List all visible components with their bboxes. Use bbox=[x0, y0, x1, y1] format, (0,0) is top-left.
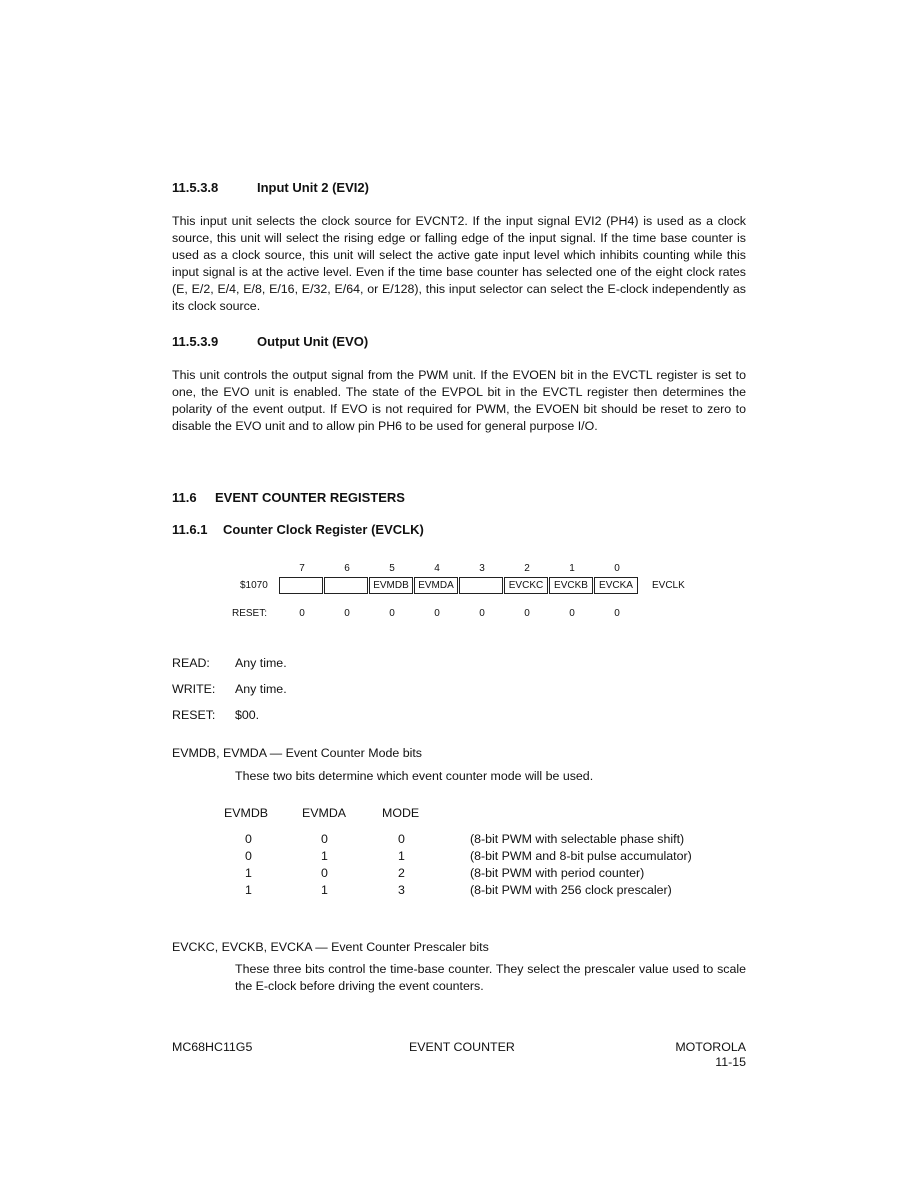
section-number-1161: 11.6.1 bbox=[172, 522, 208, 537]
mode-table-cell: 0 bbox=[321, 866, 328, 880]
mode-table-cell: 0 bbox=[245, 832, 252, 846]
mode-table-cell: (8-bit PWM with period counter) bbox=[470, 866, 645, 880]
access-value-reset: $00. bbox=[235, 708, 260, 722]
reset-value: 0 bbox=[389, 608, 395, 619]
reset-value: 0 bbox=[479, 608, 485, 619]
section-number-11538: 11.5.3.8 bbox=[172, 180, 219, 195]
register-address: $1070 bbox=[240, 580, 268, 591]
bit-number: 3 bbox=[479, 563, 485, 574]
bit-number: 1 bbox=[569, 563, 575, 574]
reset-value: 0 bbox=[344, 608, 350, 619]
footer-chapter: EVENT COUNTER bbox=[409, 1040, 515, 1054]
mode-table-header: MODE bbox=[382, 806, 420, 820]
access-label-write: WRITE: bbox=[172, 682, 216, 696]
mode-table-cell: 1 bbox=[245, 883, 252, 897]
mode-table-cell: (8-bit PWM with selectable phase shift) bbox=[470, 832, 685, 846]
mode-table-cell: 1 bbox=[398, 849, 405, 863]
mode-bits-description: These two bits determine which event counter mode will be used. bbox=[235, 769, 594, 783]
section-title-1161: Counter Clock Register (EVCLK) bbox=[223, 522, 424, 537]
register-bit-cell: EVCKA bbox=[594, 577, 638, 594]
mode-table-cell: 0 bbox=[321, 832, 328, 846]
prescaler-bits-heading: EVCKC, EVCKB, EVCKA — Event Counter Prescaler bits bbox=[172, 940, 489, 954]
mode-table-cell: 0 bbox=[398, 832, 405, 846]
bit-number: 4 bbox=[434, 563, 440, 574]
register-bit-cell bbox=[279, 577, 323, 594]
bit-number: 7 bbox=[299, 563, 305, 574]
access-value-read: Any time. bbox=[235, 656, 287, 670]
bit-number: 0 bbox=[614, 563, 620, 574]
section-number-11539: 11.5.3.9 bbox=[172, 334, 219, 349]
mode-table-header: EVMDA bbox=[302, 806, 347, 820]
section-title-11539: Output Unit (EVO) bbox=[257, 334, 369, 349]
bit-number: 2 bbox=[524, 563, 530, 574]
mode-table-header: EVMDB bbox=[224, 806, 269, 820]
reset-value: 0 bbox=[299, 608, 305, 619]
register-name: EVCLK bbox=[652, 580, 685, 591]
mode-bits-heading: EVMDB, EVMDA — Event Counter Mode bits bbox=[172, 746, 422, 760]
mode-table-cell: 1 bbox=[321, 849, 328, 863]
mode-table-cell: 3 bbox=[398, 883, 405, 897]
access-value-write: Any time. bbox=[235, 682, 287, 696]
prescaler-bits-description: These three bits control the time-base counter. They select the prescaler value used to scale the E-clock before driving the event counters. bbox=[235, 962, 746, 993]
footer-brand: MOTOROLA bbox=[675, 1040, 746, 1054]
reset-value: 0 bbox=[524, 608, 530, 619]
bit-number: 6 bbox=[344, 563, 350, 574]
mode-table-cell: (8-bit PWM with 256 clock prescaler) bbox=[470, 883, 672, 897]
section-number-116: 11.6 bbox=[172, 490, 197, 505]
register-bit-cell: EVMDA bbox=[414, 577, 458, 594]
mode-table-cell: 2 bbox=[398, 866, 405, 880]
paragraph-input-unit-2: This input unit selects the clock source for EVCNT2. If the input signal EVI2 (PH4) is used as a clock source, this unit will select the rising edge or falling edge of the input signal. If the time base counter is used as a clock source, this unit will select the active gate input level which inhibits counting while this input signal is at the active level. Even if the time base counter has selected one of the eight clock rates (E, E/2, E/4, E/8, E/16, E/32, E/64, or E/128), this input selector can select the E-clock independently as its clock source. bbox=[172, 214, 746, 313]
section-title-116: EVENT COUNTER REGISTERS bbox=[215, 490, 405, 505]
section-title-11538: Input Unit 2 (EVI2) bbox=[257, 180, 369, 195]
mode-table-cell: 0 bbox=[245, 849, 252, 863]
mode-table-cell: 1 bbox=[321, 883, 328, 897]
register-bit-cell: EVMDB bbox=[369, 577, 413, 594]
reset-label: RESET: bbox=[232, 608, 268, 619]
paragraph-output-unit: This unit controls the output signal from the PWM unit. If the EVOEN bit in the EVCTL register is set to one, the EVO unit is enabled. The state of the EVPOL bit in the EVCTL register then determines the polarity of the event output. If EVO is not required for PWM, the EVOEN bit should be reset to zero to disable the EVO unit and to allow pin PH6 to be used for general purpose I/O. bbox=[172, 368, 746, 433]
register-bit-cell bbox=[459, 577, 503, 594]
page-number: 11-15 bbox=[715, 1055, 746, 1069]
register-bit-cell: EVCKB bbox=[549, 577, 593, 594]
mode-table-cell: 1 bbox=[245, 866, 252, 880]
footer-part-number: MC68HC11G5 bbox=[172, 1040, 253, 1054]
reset-value: 0 bbox=[569, 608, 575, 619]
access-label-read: READ: bbox=[172, 656, 210, 670]
register-bit-cell: EVCKC bbox=[504, 577, 548, 594]
reset-value: 0 bbox=[614, 608, 620, 619]
bit-number: 5 bbox=[389, 563, 395, 574]
mode-table-cell: (8-bit PWM and 8-bit pulse accumulator) bbox=[470, 849, 692, 863]
reset-value: 0 bbox=[434, 608, 440, 619]
access-label-reset: RESET: bbox=[172, 708, 216, 722]
register-bit-cell bbox=[324, 577, 368, 594]
